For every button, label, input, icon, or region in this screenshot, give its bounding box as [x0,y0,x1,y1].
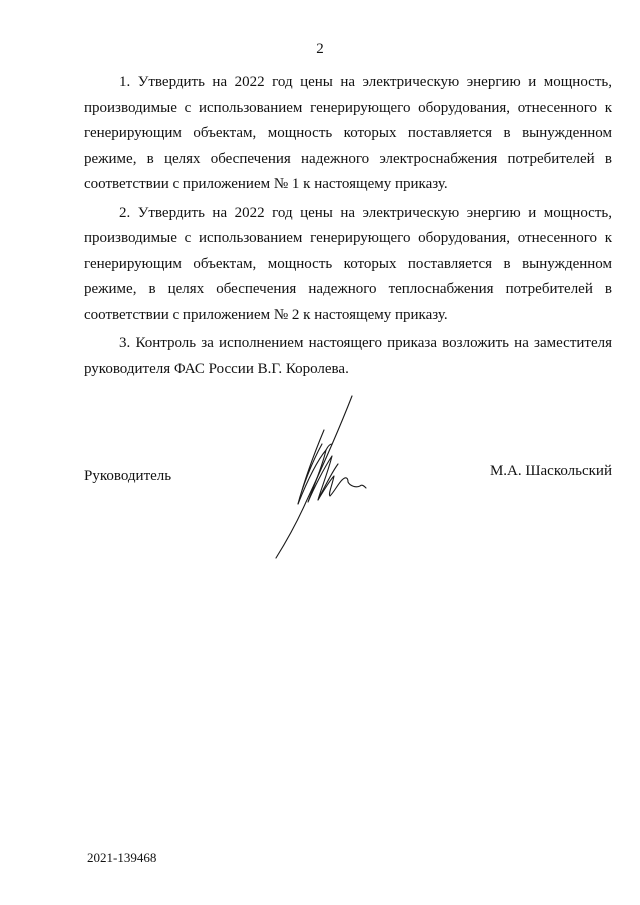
paragraph-2: 2. Утвердить на 2022 год цены на электрическую энергию и мощность, производимые с использованием генерирующего оборудования, отнесенного к генерирующим объектам, мощность которых поставляется в вынужденном режиме, в целях обеспечения надежного теплоснабжения потребителей в соответствии с приложением № 2 к настоящему приказу. [84,204,612,323]
document-body [84,70,612,382]
paragraph-1: 1. Утвердить на 2022 год цены на электрическую энергию и мощность, производимые с использованием генерирующего оборудования, отнесенного к генерирующим объектам, мощность которых поставляется в вынужденном режиме, в целях обеспечения надежного электроснабжения потребителей в соответствии с приложением № 1 к настоящему приказу. [84,74,612,192]
page-number: 2 [316,41,324,57]
signatory-name: М.А. Шаскольский [489,463,612,479]
paragraph-3: 3. Контроль за исполнением настоящего приказа возложить на заместителя руководителя ФАС России В.Г. Королева. [84,335,612,377]
handwritten-signature [268,392,378,562]
signatory-title: Руководитель [84,468,172,484]
document-number: 2021-139468 [87,850,157,865]
